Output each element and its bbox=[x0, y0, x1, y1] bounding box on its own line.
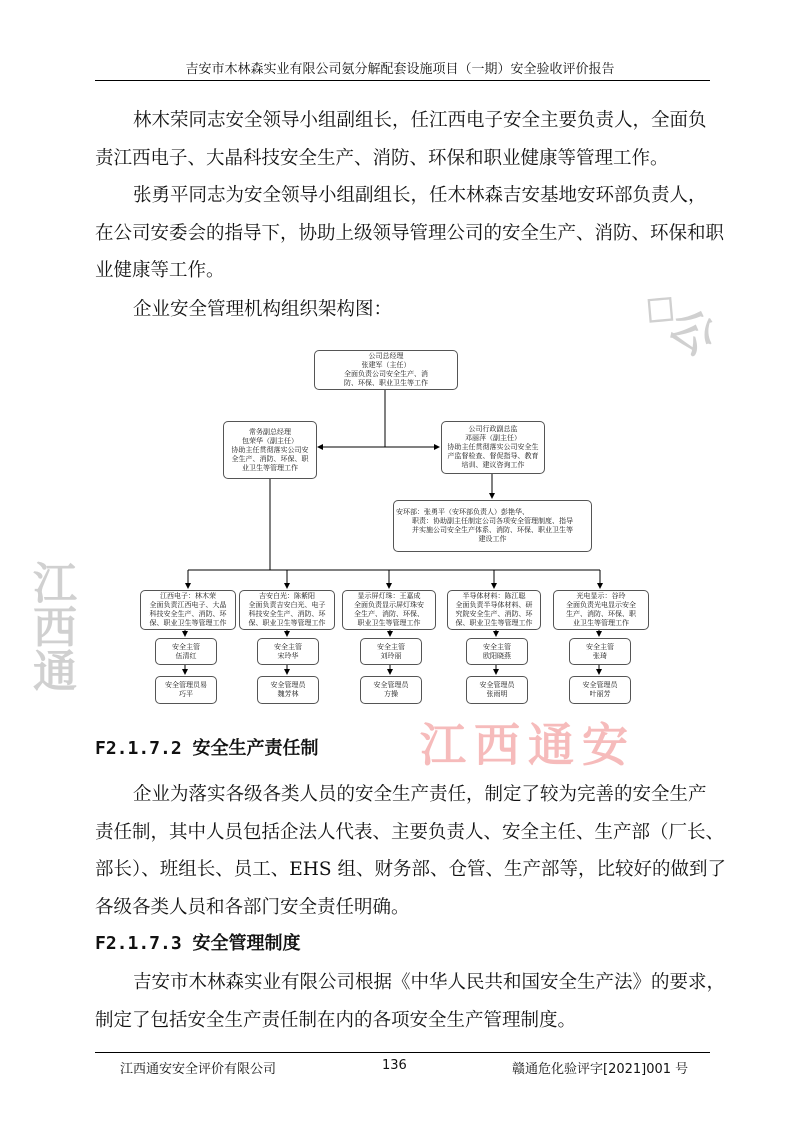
org-node-admin-deputy: 公司行政副总监 邓丽萍（副主任） 协助主任贯彻落实公司安全生 产监督检查、督促指导、教育 培训、建议咨询工作 bbox=[441, 421, 545, 474]
section-heading: F2.1.7.3 安全管理制度 bbox=[95, 933, 301, 954]
org-node-safety-supervisor: 安全主管 张琦 bbox=[569, 638, 631, 665]
org-node-general-manager: 公司总经理 张建军（主任） 全面负责公司安全生产、消 防、环保、职业卫生等工作 bbox=[314, 350, 458, 390]
org-node-safety-supervisor: 安全主管 刘玲丽 bbox=[360, 638, 422, 665]
watermark: 江西通安 bbox=[420, 718, 636, 772]
org-node-unit-head: 江西电子：林木荣 全面负责江西电子、大晶 科技安全生产、消防、环 保、职业卫生等管理工作 bbox=[140, 590, 236, 630]
paragraph-2: 张勇平同志为安全领导小组副组长，任木林森吉安基地安环部负责人， 在公司安委会的指导下，协助上级领导管理公司的安全生产、消防、环保和职 业健康等工作。 bbox=[95, 185, 725, 281]
footer-doc-number: 赣通危化验评字[2021]001 号 bbox=[512, 1062, 689, 1077]
section-paragraph: 企业为落实各级各类人员的安全生产责任，制定了较为完善的安全生产 责任制，其中人员包括企法人代表、主要负责人、安全主任、生产部（厂长、 部长）、班组长、员工、EHS 组、财务部、仓管、生产部等，比较好的做到了 各级各类人员和各部门安全责任明确。 bbox=[95, 784, 726, 918]
page-header: 吉安市木林森实业有限公司氨分解配套设施项目（一期）安全验收评价报告 bbox=[185, 62, 615, 77]
stamp-watermark: 江西通 bbox=[25, 560, 76, 692]
stamp-watermark: ◇公 bbox=[633, 277, 726, 367]
org-node-unit-head: 光电显示：谷玲 全面负责光电显示安全 生产、消防、环保、职 业卫生等管理工作 bbox=[553, 590, 649, 630]
org-node-safety-officer: 安全管理员 方操 bbox=[360, 676, 422, 704]
org-node-safety-officer: 安全管理员 叶丽芳 bbox=[569, 676, 631, 704]
org-node-safety-officer: 安全管理员 张雨明 bbox=[466, 676, 528, 704]
footer-company: 江西通安安全评价有限公司 bbox=[120, 1062, 277, 1077]
org-node-unit-head: 显示屏灯珠：王嘉成 全面负责显示屏灯珠安 全生产、消防、环保、 职业卫生等管理工作 bbox=[342, 590, 436, 630]
section-heading: F2.1.7.2 安全生产责任制 bbox=[95, 738, 319, 759]
page-number: 136 bbox=[382, 1058, 407, 1073]
footer-rule bbox=[95, 1052, 710, 1053]
paragraph-3: 企业安全管理机构组织架构图： bbox=[133, 299, 393, 320]
org-node-executive-vp: 常务副总经理 包荣华（副主任） 协助主任贯彻落实公司安 全生产、消防、环保、职 业卫生等管理工作 bbox=[223, 421, 317, 479]
section-paragraph: 吉安市木林森实业有限公司根据《中华人民共和国安全生产法》的要求， 制定了包括安全生产责任制在内的各项安全生产管理制度。 bbox=[95, 972, 726, 1031]
org-node-ehs-dept: 安环部：张勇平（安环部负责人）彭艳华、 职责：协助副主任制定公司各项安全管理制度、指导 并实施公司安全生产体系、消防、环保、职业卫生等 建设工作 bbox=[393, 500, 592, 552]
org-node-safety-officer: 安全管理员易 巧平 bbox=[155, 676, 217, 704]
org-node-unit-head: 半导体材料：陈江聪 全面负责半导体材料、研 究院安全生产、消防、环 保、职业卫生等管理工作 bbox=[447, 590, 541, 630]
org-node-safety-supervisor: 安全主管 宋玲华 bbox=[257, 638, 319, 665]
paragraph-1: 林木荣同志安全领导小组副组长，任江西电子安全主要负责人，全面负 责江西电子、大晶科技安全生产、消防、环保和职业健康等管理工作。 bbox=[95, 110, 707, 169]
org-node-safety-officer: 安全管理员 魏芳林 bbox=[257, 676, 319, 704]
org-node-safety-supervisor: 安全主管 欧阳晓燕 bbox=[466, 638, 528, 665]
org-node-safety-supervisor: 安全主管 伍清红 bbox=[155, 638, 217, 665]
org-node-unit-head: 吉安白光：陈紫阳 全面负责吉安白光、电子 科技安全生产、消防、环 保、职业卫生等管理工作 bbox=[239, 590, 335, 630]
